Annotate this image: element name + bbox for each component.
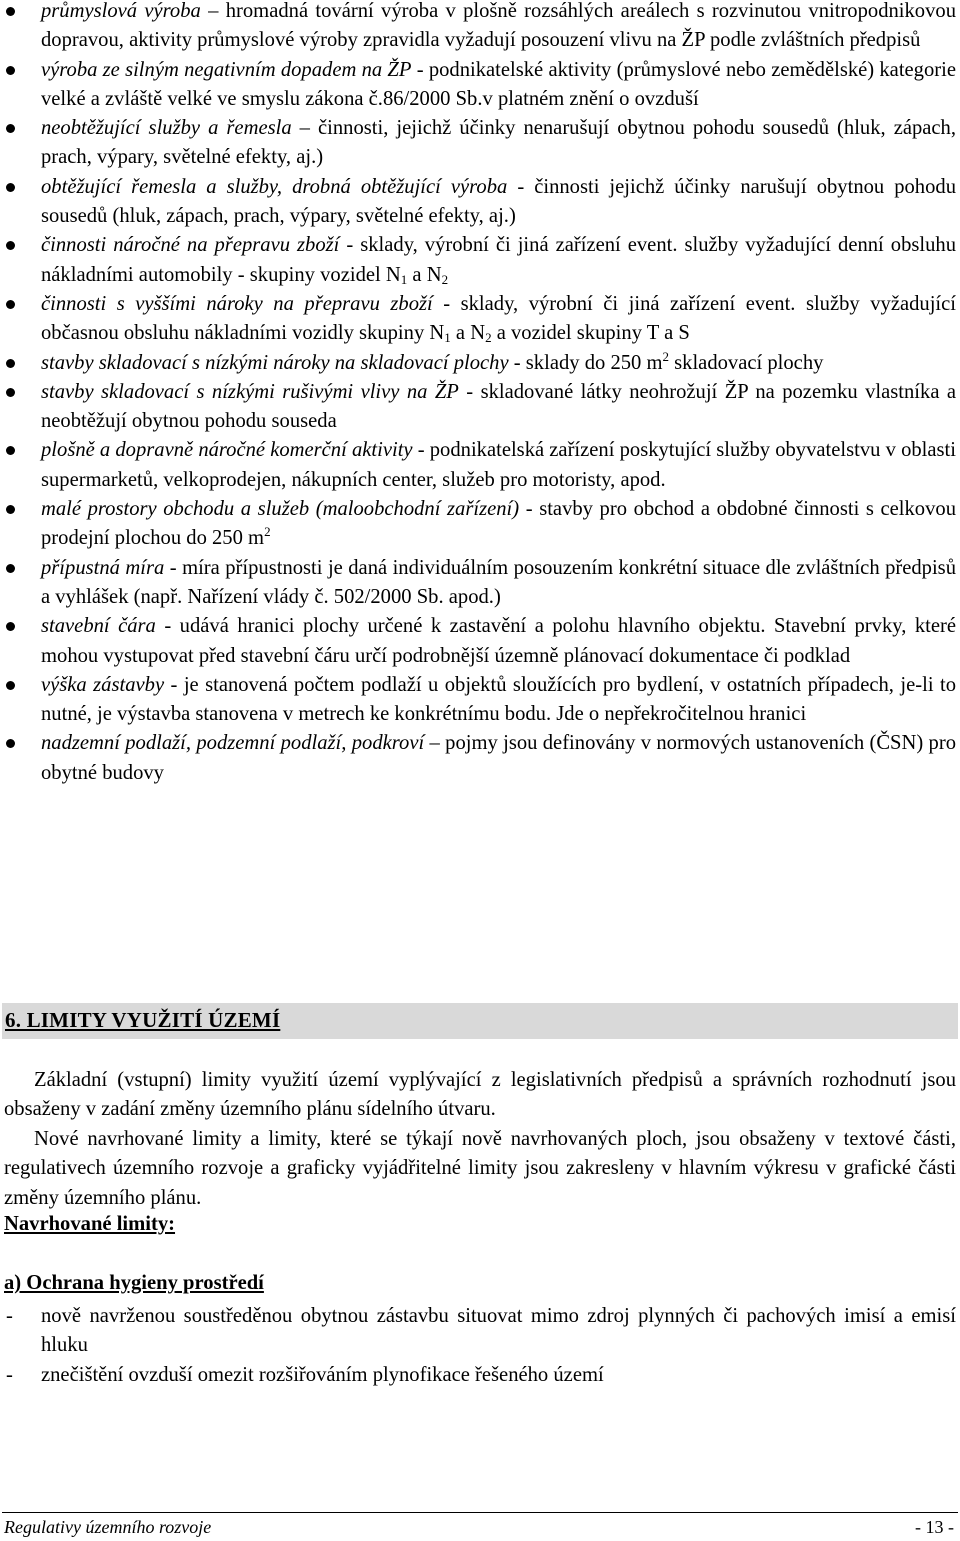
- footer-divider: [2, 1512, 958, 1513]
- paragraph: Základní (vstupní) limity využití území vyplývající z legislativních předpisů a správních rozhodnutí jsou obsaženy v zadání změny územního plánu sídelního útvaru.: [4, 1069, 956, 1121]
- list-item: výroba ze silným negativním dopadem na ŽP - podnikatelské aktivity (průmyslové nebo zemědělské) kategorie velké a zvláště velké ve smyslu zákona č.86/2000 Sb.v platném znění o ovzduší: [0, 56, 960, 115]
- definition-term: malé prostory obchodu a služeb (maloobchodní zařízení): [41, 498, 520, 521]
- bullet-icon: [6, 622, 15, 631]
- bullet-icon: [6, 739, 15, 748]
- definition-term: výroba ze silným negativním dopadem na ŽP: [41, 58, 412, 81]
- list-item: výška zástavby - je stanovená počtem podlaží u objektů sloužících pro bydlení, v ostatních případech, je-li to nutné, je výstavba stanovena v metrech ke konkrétnímu bodu. Jde o nepřekročitelnou hranici: [0, 671, 960, 730]
- list-item: stavby skladovací s nízkými rušivými vlivy na ŽP - skladované látky neohrožují ŽP na pozemku vlastníka a neobtěžují obytnou pohodu souseda: [0, 378, 960, 437]
- definition-term: plošně a dopravně náročné komerční aktivity: [41, 439, 413, 462]
- list-item: přípustná míra - míra přípustnosti je daná individuálním posouzením konkrétní situace dle zvláštních předpisů a vyhlášek (např. Nařízení vlády č. 502/2000 Sb. apod.): [0, 554, 960, 613]
- definition-text: je stanovená počtem podlaží u objektů sloužících pro bydlení, v ostatních případech, je-li to nutné, je výstavba stanovena v metrech ke konkrétnímu bodu. Jde o nepřekročitelnou hranici: [41, 673, 956, 726]
- list-item: plošně a dopravně náročné komerční aktivity - podnikatelská zařízení poskytující služby obyvatelstvu v oblasti supermarketů, velkoprodejen, nákupních center, služeb pro motoristy, apod.: [0, 436, 960, 495]
- definition-text: činnosti jejichž účinky narušují obytnou pohodu sousedů (hluk, zápach, prach, výpary, světelné efekty, aj.): [41, 175, 956, 228]
- definition-text: sklady, výrobní či jiná zařízení event. služby vyžadující denní obsluhu nákladními automobily - skupiny vozidel N: [41, 234, 956, 286]
- paragraph: Nové navrhované limity a limity, které se týkají nově navrhovaných ploch, jsou obsaženy v textové části, regulativech územního rozvoje a graficky vyjádřitelné limity jsou zakresleny v hlavním výkresu v grafické části změny územního plánu.: [4, 1128, 956, 1209]
- subheading-environment-protection: a) Ochrana hygieny prostředí: [4, 1272, 264, 1294]
- definition-text: míra přípustnosti je daná individuálním posouzením konkrétní situace dle zvláštních předpisů a vyhlášek (např. Nařízení vlády č. 502/2000 Sb. apod.): [41, 556, 956, 608]
- bullet-icon: [6, 564, 15, 573]
- bullet-icon: [6, 359, 15, 368]
- definition-text: sklady do 250 m: [525, 351, 663, 374]
- definition-term: výška zástavby: [41, 673, 165, 696]
- definition-text: hromadná tovární výroba v plošně rozsáhlých areálech s rozvinutou vnitropodnikovou dopravou, aktivity průmyslové výroby zpravidla vyžadují posouzení vlivu na ŽP podle zvláštních předpisů: [41, 0, 956, 52]
- definition-text: pojmy jsou definovány v normových ustanoveních (ČSN) pro obytné budovy: [41, 732, 957, 784]
- bullet-icon: [6, 388, 15, 397]
- bullet-icon: [6, 446, 15, 455]
- bullet-icon: [6, 241, 15, 250]
- definition-term: stavby skladovací s nízkými nároky na skladovací plochy: [41, 351, 509, 374]
- list-item: - nově navrženou soustředěnou obytnou zástavbu situovat mimo zdroj plynných či pachových imisí a emisí hluku: [0, 1302, 960, 1361]
- bullet-icon: [6, 300, 15, 309]
- bullet-icon: [6, 681, 15, 690]
- limits-list: [0, 1302, 960, 1390]
- definition-text: stavby pro obchod a obdobné činnosti s celkovou prodejní plochou do 250 m: [41, 498, 956, 550]
- list-item: - znečištění ovzduší omezit rozšiřováním plynofikace řešeného území: [0, 1361, 960, 1390]
- definition-term: stavby skladovací s nízkými rušivými vlivy na ŽP: [41, 380, 459, 403]
- definition-term: průmyslová výroba: [41, 0, 201, 22]
- definition-term: činnosti s vyššími nároky na přepravu zboží: [41, 292, 433, 315]
- definition-text: činnosti, jejichž účinky nenarušují obytnou pohodu sousedů (hluk, zápach, prach, výpary, světelné efekty, aj.): [41, 117, 957, 169]
- bullet-icon: [6, 183, 15, 192]
- list-item: obtěžující řemesla a služby, drobná obtěžující výroba - činnosti jejichž účinky narušují obytnou pohodu sousedů (hluk, zápach, prach, výpary, světelné efekty, aj.): [0, 173, 960, 232]
- definition-term: nadzemní podlaží, podzemní podlaží, podkroví: [41, 732, 425, 755]
- bullet-icon: [6, 124, 15, 133]
- definition-text: sklady, výrobní či jiná zařízení event. služby vyžadující občasnou obsluhu nákladními vozidly skupiny N: [41, 292, 956, 345]
- list-item: stavební čára - udává hranici plochy určené k zastavění a polohu hlavního objektu. Stavební prvky, které mohou vystupovat před stavební čáru určí podrobnější územně plánovací dokumentace či podklad: [0, 612, 960, 671]
- definition-term: obtěžující řemesla a služby, drobná obtěžující výroba: [41, 175, 508, 198]
- list-item: malé prostory obchodu a služeb (maloobchodní zařízení) - stavby pro obchod a obdobné činnosti s celkovou prodejní plochou do 250 $m^2$: [0, 495, 960, 554]
- page-number: - 13 -: [915, 1517, 954, 1537]
- list-item: činnosti s vyššími nároky na přepravu zboží - sklady, výrobní či jiná zařízení event. služby vyžadující občasnou obsluhu nákladními vozidly skupiny $N_1$ a $N_2$ a vozidel skupiny T a S: [0, 290, 960, 349]
- dash-icon: -: [6, 1363, 13, 1386]
- footer-title: Regulativy územního rozvoje: [4, 1517, 212, 1537]
- definition-term: přípustná míra: [41, 556, 165, 579]
- dash-icon: -: [6, 1305, 13, 1327]
- definition-text: podnikatelská zařízení poskytující služby obyvatelstvu v oblasti supermarketů, velkoprodejen, nákupních center, služeb pro motoristy, apod.: [41, 439, 956, 491]
- definition-term: činnosti náročné na přepravu zboží: [41, 234, 340, 257]
- bullet-icon: [6, 66, 15, 75]
- list-item: stavby skladovací s nízkými nároky na skladovací plochy - sklady do 250 $m^2$ skladovací plochy: [0, 349, 960, 378]
- list-item: průmyslová výroba – hromadná tovární výroba v plošně rozsáhlých areálech s rozvinutou vnitropodnikovou dopravou, aktivity průmyslové výroby zpravidla vyžadují posouzení vlivu na ŽP podle zvláštních předpisů: [0, 0, 960, 56]
- list-item: neobtěžující služby a řemesla – činnosti, jejichž účinky nenarušují obytnou pohodu sousedů (hluk, zápach, prach, výpary, světelné efekty, aj.): [0, 114, 960, 173]
- definition-term: stavební čára: [41, 615, 156, 638]
- section-heading: 6. LIMITY VYUŽITÍ ÚZEMÍ: [5, 1008, 281, 1032]
- definition-text: podnikatelské aktivity (průmyslové nebo zemědělské) kategorie velké a zvláště velké ve smyslu zákona č.86/2000 Sb.v platném znění o ovzduší: [41, 58, 956, 110]
- bullet-icon: [6, 505, 15, 514]
- bullet-icon: [6, 7, 15, 16]
- subheading-proposed-limits: Navrhované limity:: [4, 1213, 176, 1235]
- definition-text: skladované látky neohrožují ŽP na pozemku vlastníka a neobtěžují obytnou pohodu souseda: [41, 380, 957, 433]
- list-item: činnosti náročné na přepravu zboží - sklady, výrobní či jiná zařízení event. služby vyžadující denní obsluhu nákladními automobily - skupiny vozidel $N_1$ a $N_2$: [0, 231, 960, 290]
- list-item: nadzemní podlaží, podzemní podlaží, podkroví – pojmy jsou definovány v normových ustanoveních (ČSN) pro obytné budovy: [0, 729, 960, 788]
- definition-text: udává hranici plochy určené k zastavění a polohu hlavního objektu. Stavební prvky, které mohou vystupovat před stavební čáru určí podrobnější územně plánovací dokumentace či podklad: [41, 615, 956, 667]
- definition-term: neobtěžující služby a řemesla: [41, 117, 292, 140]
